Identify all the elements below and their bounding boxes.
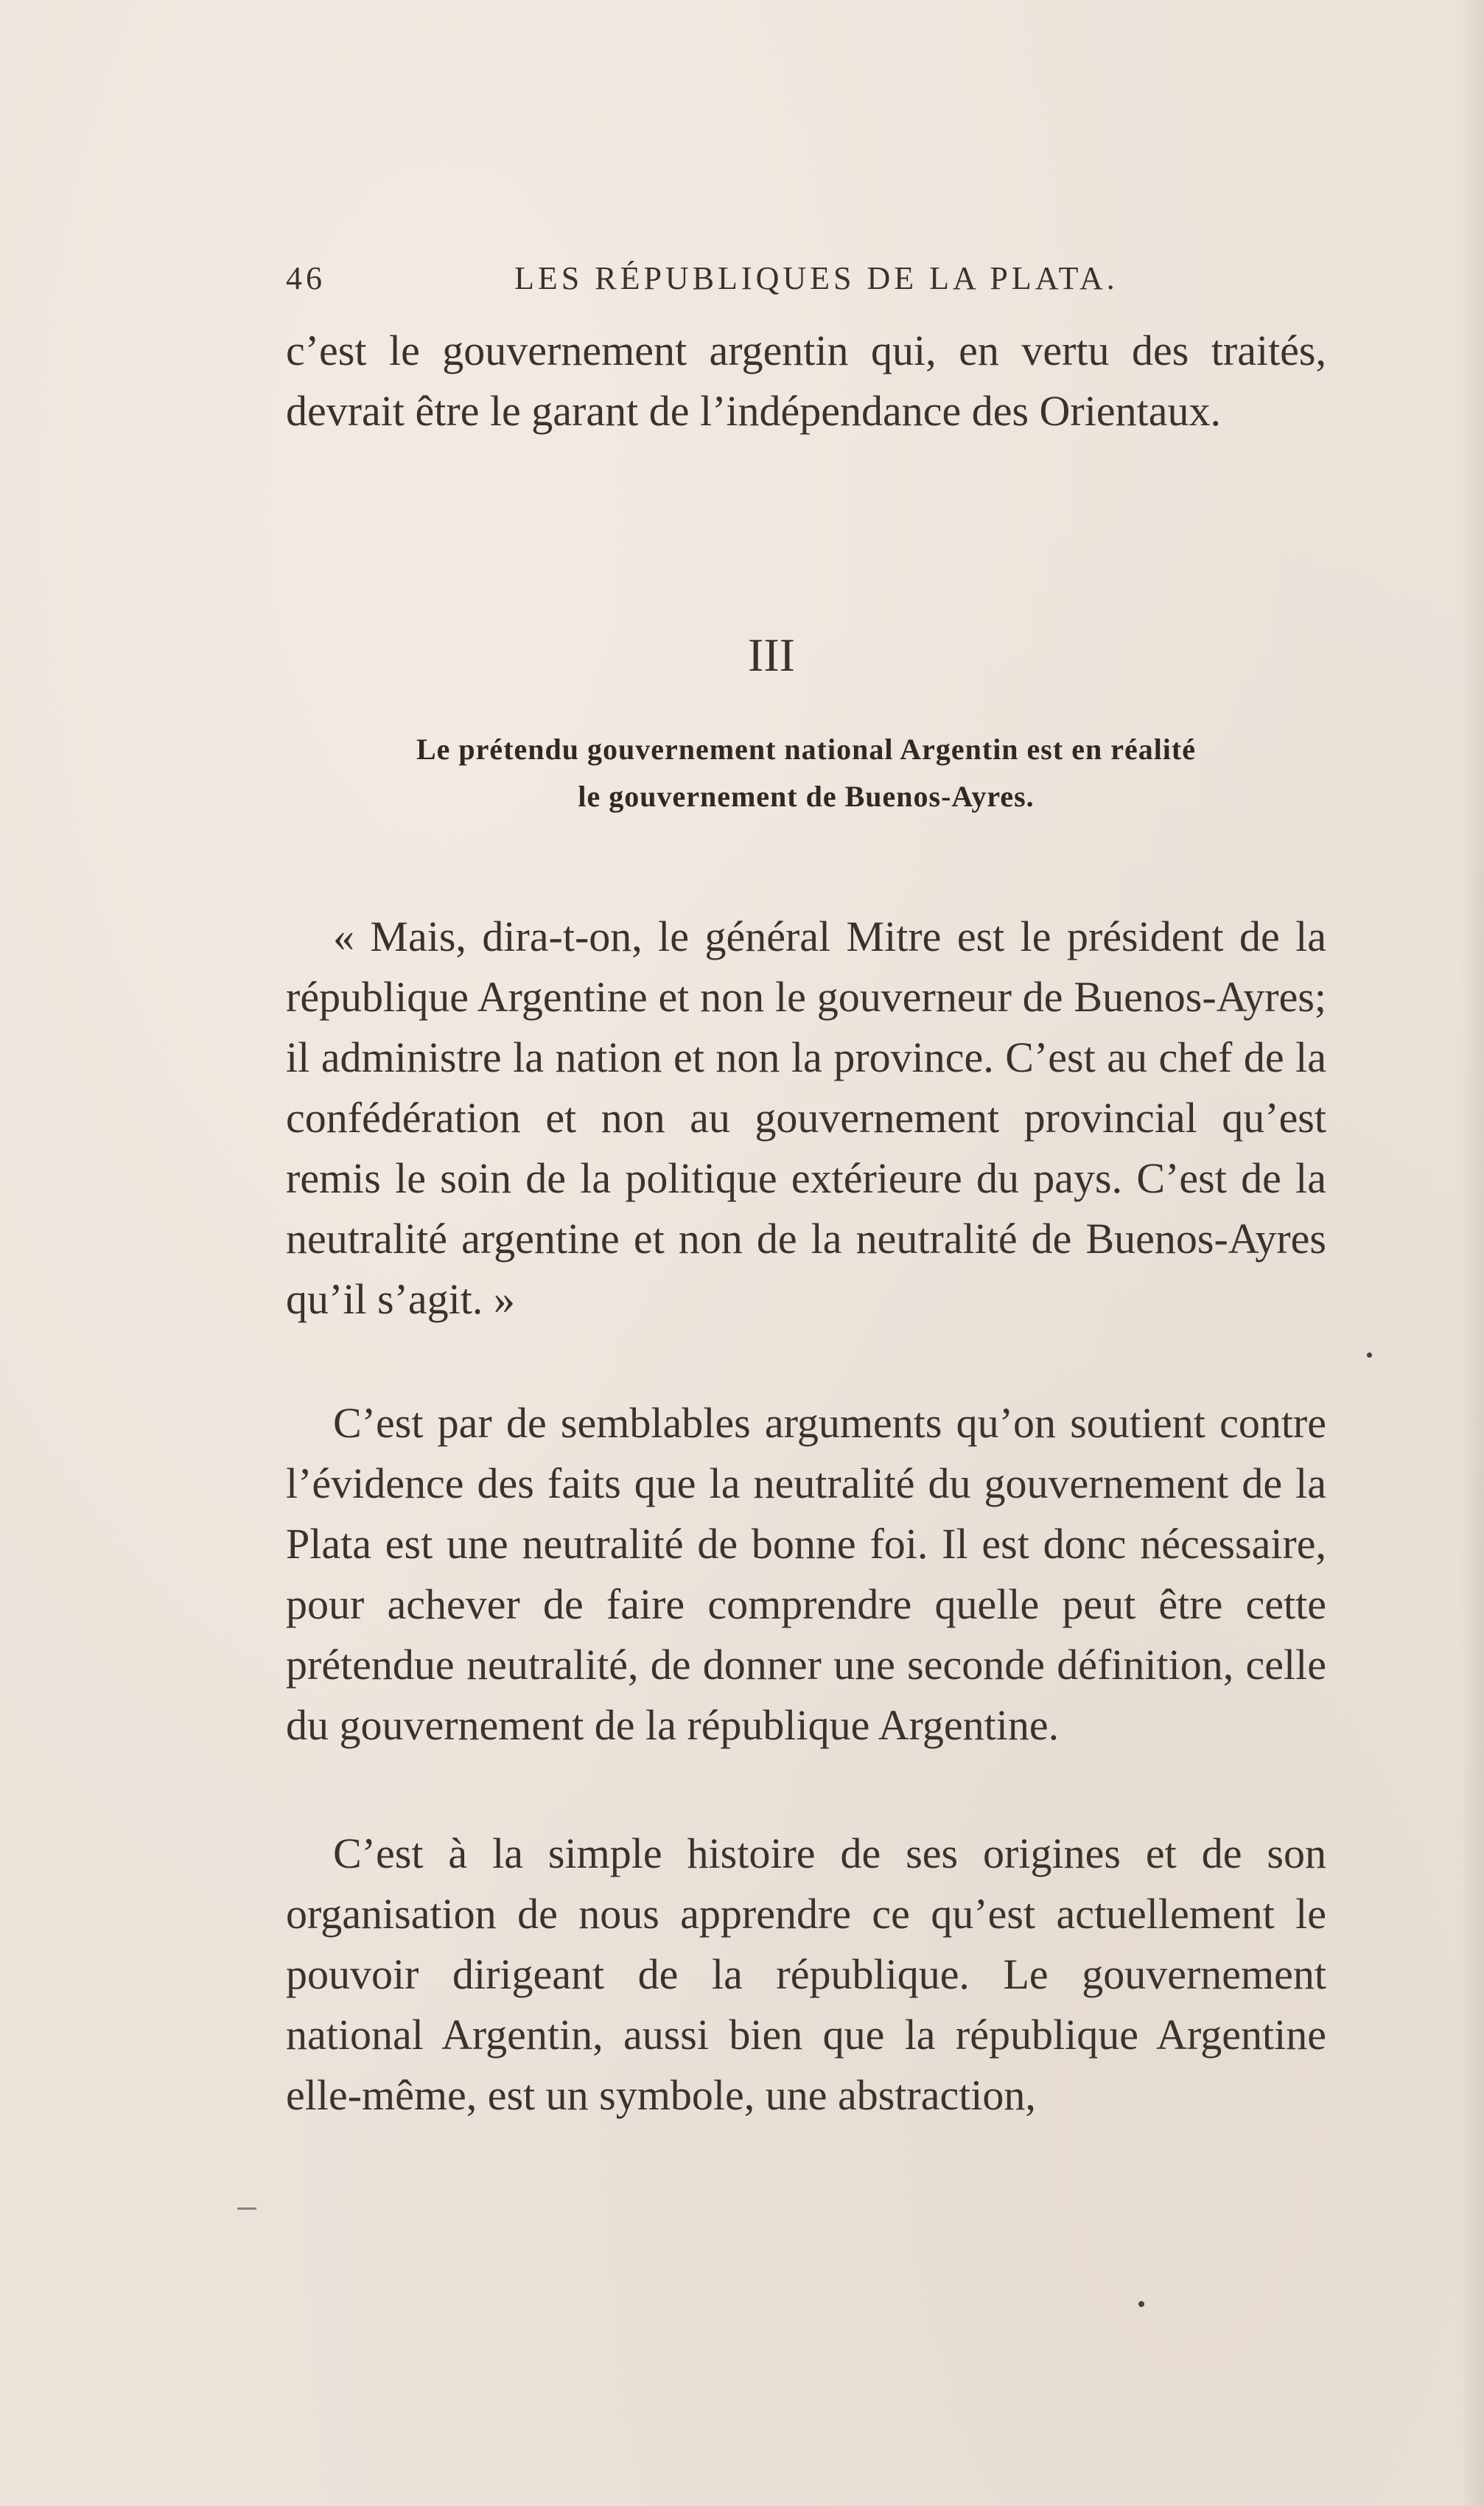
paragraph-arguments: C’est par de semblables arguments qu’on soutient contre l’évidence des faits que la neutralité du gouvernement de la Plata est une neutralité de bonne foi. Il est donc nécessaire, pour achever de faire comprendre quelle peut être cette prétendue neutralité, de donner une seconde définition, celle du gouvernement de la république Argentine. — [286, 1399, 1326, 1749]
paragraph-objection: « Mais, dira-t-on, le général Mitre est le président de la république Argentine et non le gouverneur de Buenos-Ayres; il administre la nation et non la province. C’est au chef de la confédération et non au gouvernement provincial qu’est remis le soin de la politique extérieure du pays. C’est de la neutralité argentine et non de la neutralité de Buenos-Ayres qu’il s’agit. » — [286, 912, 1326, 1323]
opening-paragraph: c’est le gouvernement argentin qui, en vertu des traités, devrait être le garant de l’indépendance des Orientaux. — [286, 327, 1326, 435]
paper-speck — [1138, 2301, 1144, 2307]
page-header — [286, 259, 1326, 304]
section-title-line-1: Le prétendu gouvernement national Argentin est en réalité — [416, 733, 1196, 766]
page-edge-shadow — [1460, 0, 1484, 2506]
running-title: LES RÉPUBLIQUES DE LA PLATA. — [514, 260, 1119, 296]
page-number: 46 — [286, 260, 326, 296]
paper-mark — [237, 2207, 256, 2210]
section-title-line-2: le gouvernement de Buenos-Ayres. — [578, 780, 1035, 813]
paper-speck — [1367, 1353, 1372, 1358]
paragraph-history: C’est à la simple histoire de ses origines et de son organisation de nous apprendre ce qu’est actuellement le pouvoir dirigeant de la république. Le gouvernement national Argentin, aussi bien que la république Argentine elle-même, est un symbole, une abstraction, — [286, 1829, 1326, 2119]
section-title — [286, 726, 1326, 820]
section-number: III — [748, 629, 795, 681]
